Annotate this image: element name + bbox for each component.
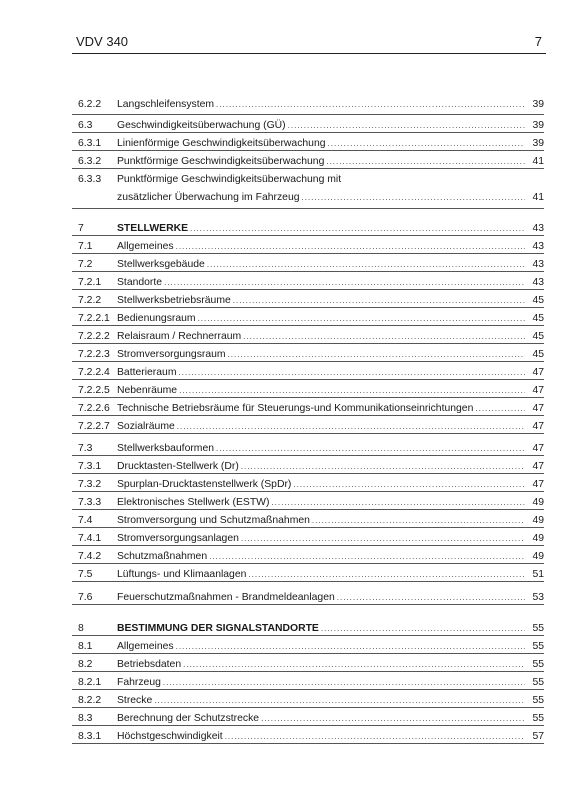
toc-entry-page: 55 xyxy=(532,659,544,670)
toc-entry-title: Standorte xyxy=(117,277,163,288)
row-divider xyxy=(72,379,544,380)
toc-entry-number: 6.3.2 xyxy=(78,156,102,167)
toc-entry xyxy=(72,96,544,114)
toc-entry-title: Strecke xyxy=(117,695,153,706)
toc-entry-number: 6.3 xyxy=(78,120,93,131)
toc-entry-title: Stellwerksgebäude xyxy=(117,259,205,270)
toc-entry-number: 7.4 xyxy=(78,515,93,526)
toc-entry-page: 53 xyxy=(532,592,544,603)
toc-entry-title: Schutzmaßnahmen xyxy=(117,551,208,562)
toc-entry-number: 7 xyxy=(78,223,84,234)
toc-entry-title: Linienförmige Geschwindigkeitsüberwachung xyxy=(117,138,326,149)
toc-entry-title: Nebenräume xyxy=(117,385,178,396)
toc-entry-number: 7.2.2 xyxy=(78,295,102,306)
toc-entry-title: Betriebsdaten xyxy=(117,659,182,670)
row-divider xyxy=(72,361,544,362)
toc-entry-page: 43 xyxy=(532,259,544,270)
toc-entry-number: 8.2 xyxy=(78,659,93,670)
toc-entry-title: Relaisraum / Rechnerraum xyxy=(117,331,242,342)
dot-leader xyxy=(216,96,525,114)
toc-entry-page: 39 xyxy=(532,138,544,149)
toc-entry-number: 8.2.2 xyxy=(78,695,102,706)
toc-entry-page: 49 xyxy=(532,497,544,508)
toc-entry-title: Drucktasten-Stellwerk (Dr) xyxy=(117,461,239,472)
toc-entry-page: 55 xyxy=(532,713,544,724)
toc-entry-number: 7.4.1 xyxy=(78,533,102,544)
toc-entry-page: 47 xyxy=(532,479,544,490)
row-divider xyxy=(72,307,544,308)
row-divider xyxy=(72,604,544,605)
toc-entry-page: 39 xyxy=(532,120,544,131)
toc-entry-title: Sozialräume xyxy=(117,421,175,432)
row-divider xyxy=(72,343,544,344)
toc-entry-page: 47 xyxy=(532,367,544,378)
toc-entry-title: Stromversorgungsraum xyxy=(117,349,226,360)
toc-entry-title: Lüftungs- und Klimaanlagen xyxy=(117,569,247,580)
toc-entry-title: Punktförmige Geschwindigkeitsüberwachung mit xyxy=(117,174,342,185)
row-divider xyxy=(72,455,544,456)
row-divider xyxy=(72,114,544,115)
row-divider xyxy=(72,415,544,416)
header-rule xyxy=(72,53,546,54)
toc-entry-number: 7.2.2.6 xyxy=(78,403,110,414)
toc-entry-page: 45 xyxy=(532,349,544,360)
row-divider xyxy=(72,253,544,254)
toc-entry-title: Batterieraum xyxy=(117,367,177,378)
toc-entry-page: 45 xyxy=(532,295,544,306)
row-divider xyxy=(72,635,544,636)
toc-entry-number: 7.2.2.3 xyxy=(78,349,110,360)
header-title: VDV 340 xyxy=(76,34,129,49)
row-divider xyxy=(72,671,544,672)
toc-entry-title: Feuerschutzmaßnahmen - Brandmeldeanlagen xyxy=(117,592,335,603)
row-divider xyxy=(72,509,544,510)
toc-entry-page: 55 xyxy=(532,677,544,688)
toc-entry-title: Stromversorgungsanlagen xyxy=(117,533,239,544)
row-divider xyxy=(72,168,544,169)
row-divider xyxy=(72,707,544,708)
row-divider xyxy=(72,545,544,546)
row-divider xyxy=(72,150,544,151)
row-divider xyxy=(72,743,544,744)
row-divider xyxy=(72,491,544,492)
toc-entry-page: 47 xyxy=(532,461,544,472)
row-divider xyxy=(72,325,544,326)
toc-entry-title: zusätzlicher Überwachung im Fahrzeug xyxy=(117,192,300,203)
toc-entry-page: 51 xyxy=(532,569,544,580)
toc-entry-number: 7.3.3 xyxy=(78,497,102,508)
toc-entry-number: 6.3.3 xyxy=(78,174,102,185)
toc-entry-number: 8.2.1 xyxy=(78,677,102,688)
row-divider xyxy=(72,433,544,434)
toc-entry-number: 6.3.1 xyxy=(78,138,102,149)
toc-entry-title: Spurplan-Drucktastenstellwerk (SpDr) xyxy=(117,479,292,490)
toc-entry-number: 7.2.2.7 xyxy=(78,421,110,432)
toc-entry-title: STELLWERKE xyxy=(117,223,189,234)
toc-entry-page: 43 xyxy=(532,277,544,288)
toc-entry-number: 7.3.1 xyxy=(78,461,102,472)
toc-entry-page: 39 xyxy=(532,99,544,110)
toc-entry-title: Stromversorgung und Schutzmaßnahmen xyxy=(117,515,310,526)
row-divider xyxy=(72,725,544,726)
toc-entry-title: Fahrzeug xyxy=(117,677,161,688)
toc-entry-number: 8 xyxy=(78,623,84,634)
toc-entry-title: Höchstgeschwindigkeit xyxy=(117,731,223,742)
toc-entry-title: Punktförmige Geschwindigkeitsüberwachung xyxy=(117,156,325,167)
toc-entry-title: Allgemeines xyxy=(117,241,174,252)
toc-entry-number: 7.2 xyxy=(78,259,93,270)
toc-entry-title: Bedienungsraum xyxy=(117,313,196,324)
row-divider xyxy=(72,208,544,209)
toc-entry-page: 43 xyxy=(532,223,544,234)
toc-entry-title: Langschleifensystem xyxy=(117,99,215,110)
toc-entry-number: 8.1 xyxy=(78,641,93,652)
toc-entry-number: 7.2.1 xyxy=(78,277,102,288)
row-divider xyxy=(72,473,544,474)
toc-entry-number: 8.3.1 xyxy=(78,731,102,742)
toc-entry-page: 45 xyxy=(532,331,544,342)
toc-entry-page: 41 xyxy=(532,156,544,167)
toc-entry-title: Technische Betriebsräume für Steuerungs-und Kommunikationseinrichtungen xyxy=(117,403,474,414)
toc-entry-number: 6.2.2 xyxy=(78,99,102,110)
toc-entry-number: 7.2.2.1 xyxy=(78,313,110,324)
toc-entry-page: 45 xyxy=(532,313,544,324)
toc-entry-title: Elektronisches Stellwerk (ESTW) xyxy=(117,497,270,508)
row-divider xyxy=(72,527,544,528)
toc-entry-page: 49 xyxy=(532,533,544,544)
toc-entry-number: 8.3 xyxy=(78,713,93,724)
toc-entry-page: 55 xyxy=(532,695,544,706)
toc-entry-page: 47 xyxy=(532,385,544,396)
toc-entry-page: 49 xyxy=(532,551,544,562)
row-divider xyxy=(72,563,544,564)
toc-entry-title: Stellwerksbetriebsräume xyxy=(117,295,231,306)
toc-entry xyxy=(72,189,544,207)
toc-entry-number: 7.1 xyxy=(78,241,93,252)
row-divider xyxy=(72,689,544,690)
toc-entry-number: 7.2.2.5 xyxy=(78,385,110,396)
row-divider xyxy=(72,397,544,398)
toc-entry-page: 57 xyxy=(532,731,544,742)
dot-leader xyxy=(302,189,526,207)
page-number: 7 xyxy=(534,34,542,49)
toc-entry-title: Berechnung der Schutzstrecke xyxy=(117,713,260,724)
row-divider xyxy=(72,289,544,290)
toc-entry-number: 7.3 xyxy=(78,443,93,454)
toc-entry-page: 41 xyxy=(532,192,544,203)
toc-entry-page: 49 xyxy=(532,515,544,526)
toc-entry xyxy=(72,171,544,189)
toc-entry-title: Geschwindigkeitsüberwachung (GÜ) xyxy=(117,120,286,131)
toc-entry-page: 47 xyxy=(532,443,544,454)
toc-entry-title: Allgemeines xyxy=(117,641,174,652)
toc-entry-page: 55 xyxy=(532,623,544,634)
toc-entry-number: 7.5 xyxy=(78,569,93,580)
toc-entry-number: 7.4.2 xyxy=(78,551,102,562)
toc-entry-number: 7.6 xyxy=(78,592,93,603)
row-divider xyxy=(72,271,544,272)
toc-entry-number: 7.3.2 xyxy=(78,479,102,490)
row-divider xyxy=(72,132,544,133)
toc-entry-page: 47 xyxy=(532,421,544,432)
toc-entry-page: 47 xyxy=(532,403,544,414)
toc-entry-title: BESTIMMUNG DER SIGNALSTANDORTE xyxy=(117,623,319,634)
toc-entry-page: 43 xyxy=(532,241,544,252)
toc-entry-number: 7.2.2.4 xyxy=(78,367,110,378)
row-divider xyxy=(72,653,544,654)
toc-entry-title: Stellwerksbauformen xyxy=(117,443,215,454)
row-divider xyxy=(72,235,544,236)
toc-entry-page: 55 xyxy=(532,641,544,652)
row-divider xyxy=(72,581,544,582)
toc-entry-number: 7.2.2.2 xyxy=(78,331,110,342)
